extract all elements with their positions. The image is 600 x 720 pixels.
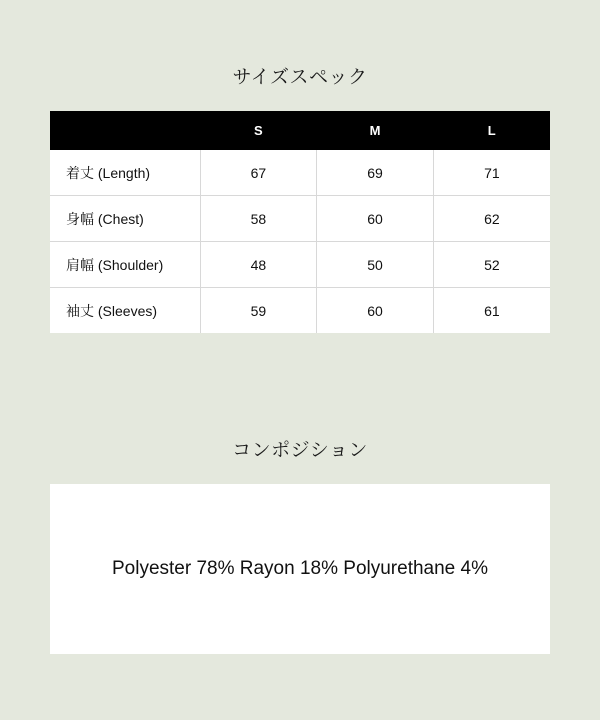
size-spec-table <box>50 111 550 333</box>
size-spec-section <box>50 62 550 333</box>
row-label-length: 着丈 (Length) <box>50 150 200 196</box>
composition-title: コンポジション <box>232 440 368 461</box>
cell-sleeves-m: 60 <box>317 288 434 334</box>
composition-box <box>50 484 550 654</box>
column-header-label <box>50 111 200 150</box>
cell-shoulder-l: 52 <box>433 242 550 288</box>
cell-length-m: 69 <box>317 150 434 196</box>
composition-text: Polyester 78% Rayon 18% Polyurethane 4% <box>111 557 488 579</box>
cell-length-s: 67 <box>200 150 317 196</box>
cell-chest-m: 60 <box>317 196 434 242</box>
column-header-s: S <box>200 111 317 150</box>
table-header-row <box>50 111 550 150</box>
column-header-m: M <box>317 111 434 150</box>
cell-chest-s: 58 <box>200 196 317 242</box>
row-label-sleeves: 袖丈 (Sleeves) <box>50 288 200 334</box>
table-row <box>50 150 550 196</box>
table-row <box>50 196 550 242</box>
cell-length-l: 71 <box>433 150 550 196</box>
size-spec-title: サイズスペック <box>232 67 368 88</box>
row-label-shoulder: 肩幅 (Shoulder) <box>50 242 200 288</box>
composition-section <box>50 435 550 654</box>
size-spec-table-body <box>50 150 550 333</box>
table-row <box>50 288 550 334</box>
cell-shoulder-s: 48 <box>200 242 317 288</box>
row-label-chest: 身幅 (Chest) <box>50 196 200 242</box>
cell-sleeves-s: 59 <box>200 288 317 334</box>
table-row <box>50 242 550 288</box>
cell-sleeves-l: 61 <box>433 288 550 334</box>
cell-shoulder-m: 50 <box>317 242 434 288</box>
cell-chest-l: 62 <box>433 196 550 242</box>
size-spec-table-head <box>50 111 550 150</box>
column-header-l: L <box>433 111 550 150</box>
